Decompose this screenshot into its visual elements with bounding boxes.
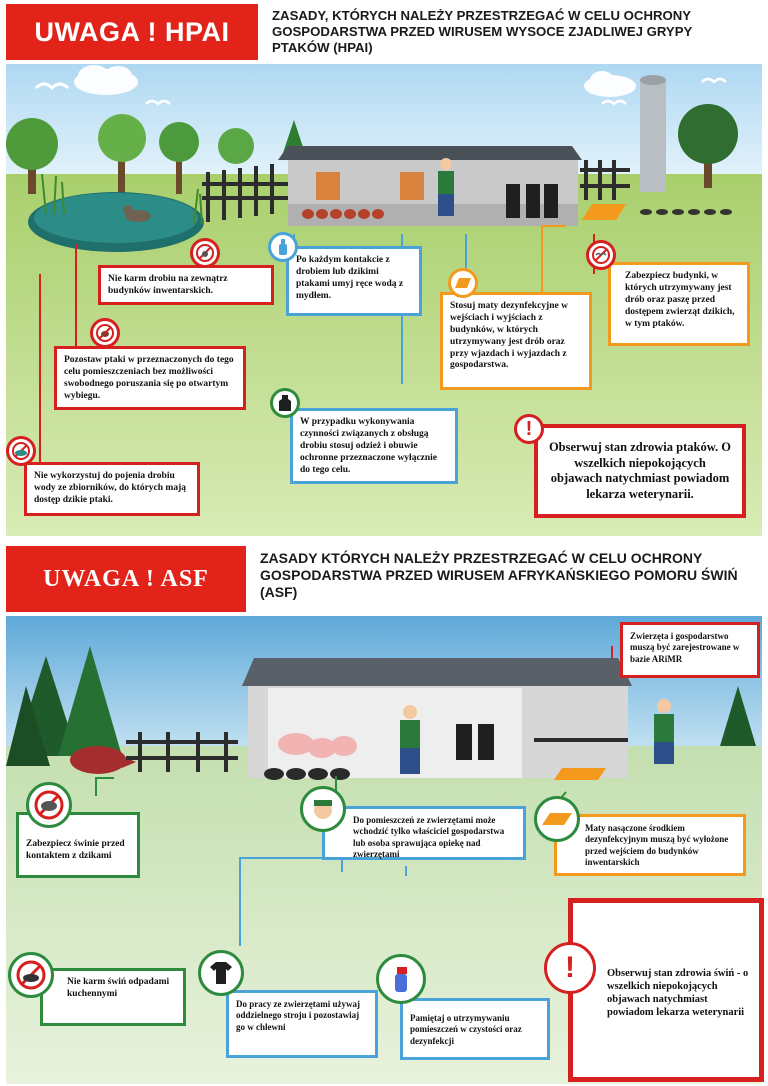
soap-icon	[268, 232, 298, 262]
no-feeding-outside-icon	[190, 238, 220, 268]
no-birds-icon	[586, 240, 616, 270]
asf-tip-protect-from-boars: Zabezpiecz świnie przed kontaktem z dzikami	[16, 812, 140, 878]
asf-tip-restricted-access: Do pomieszczeń ze zwierzętami może wchodzić tylko właściciel gospodarstwa lub osoba sprawująca opiekę nad zwierzętami	[322, 806, 526, 860]
hpai-tip-keep-indoors: Pozostaw ptaki w przeznaczonych do tego celu pomieszczeniach bez możliwości swobodnego poruszania się po otwartym wybiegu.	[54, 346, 246, 410]
hpai-banner	[6, 4, 258, 60]
no-pond-water-icon	[6, 436, 36, 466]
hpai-tip-feed-indoors: Nie karm drobiu na zewnątrz budynków inwentarskich.	[98, 265, 274, 305]
asf-tip-separate-clothing: Do pracy ze zwierzętami używaj oddzielnego stroju i pozostawiaj go w chlewni	[226, 990, 378, 1058]
cloud-icon	[74, 65, 138, 95]
warning-icon-mark: !	[525, 417, 533, 440]
pig-building	[242, 658, 632, 778]
owner-icon	[300, 786, 346, 832]
hpai-tip-observe-health: Obserwuj stan zdrowia ptaków. O wszelkich niepokojących objawach natychmiast powiadom lekarza weterynarii.	[534, 424, 746, 518]
hpai-tip-disinfection-mats: Stosuj maty dezynfekcyjne w wejściach i wyjściach z budynków, w których utrzymywany jest drób oraz przy wjazdach i wyjazdach z gospodarstwa.	[440, 292, 592, 390]
asf-heading: ZASADY KTÓRYCH NALEŻY PRZESTRZEGAĆ W CELU OCHRONY GOSPODARSTWA PRZED WIRUSEM AFRYKAŃSKIEGO POMORU ŚWIŃ (ASF)	[260, 550, 738, 600]
no-free-range-icon	[90, 318, 120, 348]
clothing-icon	[198, 950, 244, 996]
warning-icon	[514, 414, 544, 444]
asf-tip-disinfection-mats: Maty nasączone środkiem dezynfekcyjnym muszą być wyłożone przed wejściem do budynków inwentarskich	[554, 814, 746, 876]
hpai-tip-protective-clothing: W przypadku wykonywania czynności związanych z obsługą drobiu stosuj odzież i obuwie ochronne przeznaczone wyłącznie do tego celu.	[290, 408, 458, 484]
mat-icon	[448, 268, 478, 298]
hpai-heading: ZASADY, KTÓRYCH NALEŻY PRZESTRZEGAĆ W CELU OCHRONY GOSPODARSTWA PRZED WIRUSEM WYSOCE ZJADLIWEJ GRYPY PTAKÓW (HPAI)	[272, 8, 693, 55]
disinfection-mat	[554, 768, 606, 780]
hpai-tip-wash-hands: Po każdym kontakcie z drobiem lub dzikimi ptakami umyj ręce wodą z mydłem.	[286, 246, 422, 316]
hpai-tip-water-source: Nie wykorzystuj do pojenia drobiu wody ze zbiorników, do których mają dostęp dzikie ptaki.	[24, 462, 200, 516]
hpai-tip-secure-buildings: Zabezpiecz budynki, w których utrzymywany jest drób oraz paszę przed dostępem zwierząt dzikich, w tym ptaków.	[608, 262, 750, 346]
warning-icon	[544, 942, 596, 994]
asf-banner-text: UWAGA ! ASF	[43, 565, 209, 592]
apron-icon	[270, 388, 300, 418]
warning-icon-mark: !	[565, 951, 575, 984]
asf-banner	[6, 546, 246, 612]
asf-tip-cleanliness: Pamiętaj o utrzymywaniu pomieszczeń w czystości oraz dezynfekcji	[400, 998, 550, 1060]
cleaning-spray-icon	[376, 954, 426, 1004]
no-boar-icon	[26, 782, 72, 828]
no-kitchen-waste-icon	[8, 952, 54, 998]
mat-icon	[534, 796, 580, 842]
silo	[640, 75, 666, 192]
hpai-banner-text: UWAGA ! HPAI	[34, 16, 230, 47]
asf-tip-no-kitchen-waste: Nie karm świń odpadami kuchennymi	[40, 968, 186, 1026]
asf-tip-registration: Zwierzęta i gospodarstwo muszą być zarejestrowane w bazie ARiMR	[620, 622, 760, 678]
asf-tip-observe-health: Obserwuj stan zdrowia świń - o wszelkich niepokojących objawach natychmiast powiadom lekarza weterynarii	[568, 898, 764, 1082]
